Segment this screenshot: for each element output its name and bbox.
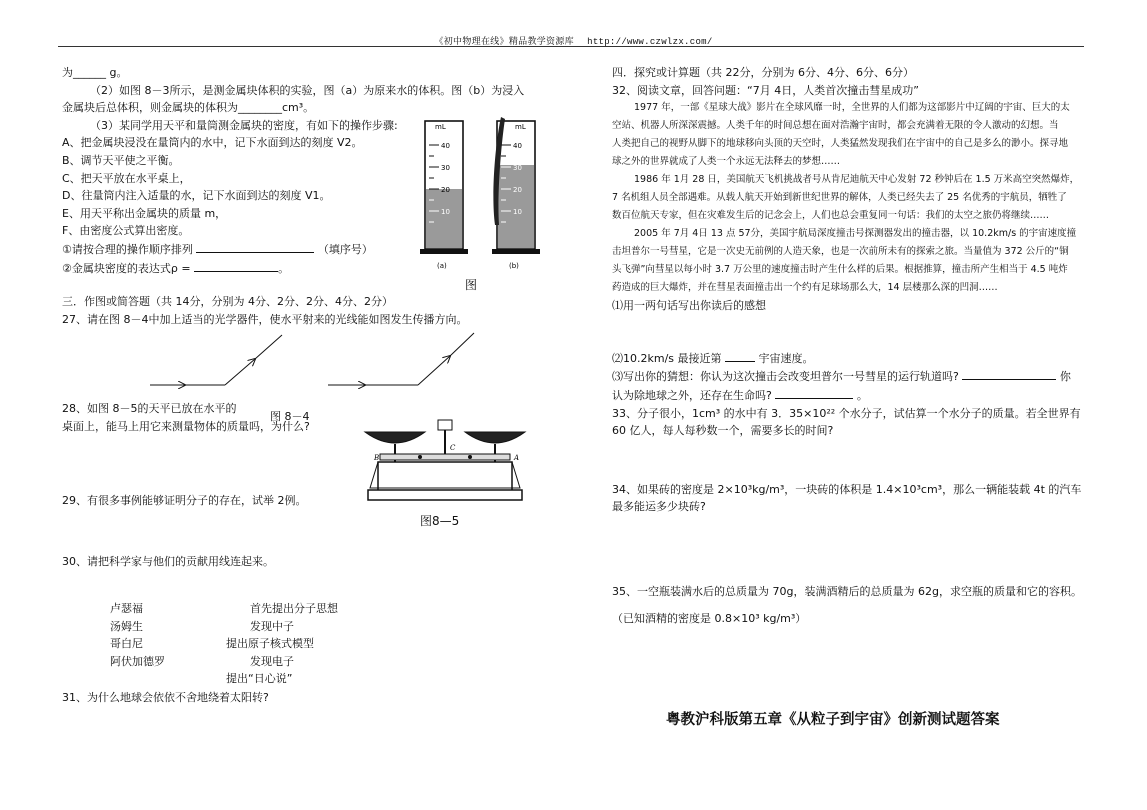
section-4-heading: 四．探究或计算题（共 22分，分别为 6分、4分、6分、6分）	[612, 66, 914, 79]
step-d: D、往量筒内注入适量的水，记下水面到达的刻度 V1。	[62, 189, 331, 203]
q32-3a-text: ⑶写出你的猜想：你认为这次撞击会改变坦普尔一号彗星的运行轨道吗?	[612, 370, 959, 384]
q26-part2b: 金属块后总体积，则金属块的体积为________cm³。	[62, 101, 315, 115]
q32-3b-text: 认为除地球之外，还存在生命吗?	[612, 388, 772, 402]
cyl-b-tick: 20	[513, 186, 522, 194]
scientist-list	[110, 600, 165, 670]
density-answer-blank[interactable]	[194, 259, 278, 272]
article-line: 1977 年，一部《星球大战》影片在全球风靡一时，全世界的人们都为这部影片中辽阔的宇宙、巨大的太	[634, 102, 1070, 114]
cyl-b-tick: 10	[513, 208, 522, 216]
exit-ray-left-tail	[255, 335, 282, 359]
right-column	[612, 64, 1090, 440]
header-divider	[58, 46, 1084, 47]
article-line: 7 名机组人员全部遇难。从载人航天开始到新世纪世界的解体，人类已经失去了 25 名优秀的宇航员，牺牲了	[612, 192, 1067, 204]
cyl-a-unit: mL	[435, 123, 446, 131]
order-answer-blank[interactable]	[196, 240, 314, 253]
light-ray-figure	[150, 325, 500, 395]
article-line: 人类把自己的视野从脚下的地球移向头顶的天空时，人类猛然发现我们在宇宙中的自己是多么的渺小。探寻地	[612, 138, 1069, 150]
q26-part2: （2）如图 8－3所示，是测金属块体积的实验，图（a）为原来水的体积。图（b）为浸入	[90, 83, 525, 97]
cyl-b-label: (b)	[509, 262, 519, 270]
q28b: 桌面上，能马上用它来测量物体的质量吗，为什么?	[62, 419, 310, 433]
step-b: B、调节天平使之平衡。	[62, 153, 180, 167]
q31: 31、为什么地球会依依不舍地绕着太阳转?	[62, 691, 269, 704]
exit-ray-right-tail	[450, 333, 474, 356]
q26-part3: （3）某同学用天平和量筒测金属块的密度，有如下的操作步骤:	[90, 118, 398, 132]
step-e: E、用天平称出金属块的质量 m，	[62, 206, 227, 220]
article-line: 药造成的巨大爆炸，并在彗星表面撞击出一个约有足球场那么大，14 层楼那么深的凹洞……	[612, 282, 998, 294]
q32-2	[612, 349, 1090, 368]
q25-end: 为______ g。	[62, 66, 128, 79]
section-3-heading: 三．作图或简答题（共 14分，分别为 4分、2分、2分、4分、2分）	[62, 295, 393, 309]
contribution-item: 提出原子核式模型	[226, 637, 314, 651]
q35-note: （已知酒精的密度是 0.8×10³ kg/m³）	[612, 612, 807, 625]
exit-ray-right	[418, 356, 450, 385]
answer-key-title: 粤教沪科版第五章《从粒子到宇宙》创新测试题答案	[666, 711, 1000, 728]
q32-2-text: ⑵10.2km/s 最接近第	[612, 351, 722, 365]
contribution-item: 发现中子	[250, 619, 294, 633]
fig84-caption: 图 8－4	[270, 410, 310, 423]
article-line: 头飞弹”向彗星以每小时 3.7 万公里的速度撞击时产生什么样的后果。根据推算，撞击所产生相当于 4.5 吨炸	[612, 264, 1068, 276]
step-c: C、把天平放在水平桌上，	[62, 171, 191, 185]
q34a: 34、如果砖的密度是 2×10³kg/m³，一块砖的体积是 1.4×10³cm³，那么一辆能装载 4t 的汽车	[612, 483, 1082, 496]
cyl-a-tick: 10	[441, 208, 450, 216]
svg-text:B: B	[374, 454, 380, 462]
article-line: 球之外的世界就成了人类一个永远无法释去的梦想……	[612, 156, 841, 168]
q34b: 最多能运多少块砖?	[612, 500, 706, 513]
q32-3a	[612, 367, 1090, 386]
cosmic-speed-blank[interactable]	[725, 349, 755, 362]
contribution-item: 发现电子	[250, 654, 294, 668]
q32-2-tail: 宇宙速度。	[758, 351, 814, 365]
order-question-tail: （填序号）	[317, 242, 373, 256]
fig83-caption: 图	[465, 278, 478, 292]
density-question: ②金属块密度的表达式ρ = 。	[62, 259, 552, 278]
header-url[interactable]: http://www.czwlzx.com/	[587, 37, 713, 47]
step-a: A、把金属块浸没在量筒内的水中，记下水面到达的刻度 V2。	[62, 136, 363, 150]
header-site: 《初中物理在线》精品教学资源库	[434, 37, 574, 47]
q32-3a-tail: 你	[1059, 370, 1071, 384]
article-line: 数百位航天专家，但在灾难发生后的记念会上，人们也总会重复同一句话：我们的太空之旅仍将继续……	[612, 210, 1050, 222]
scientist-item: 哥白尼	[110, 637, 143, 651]
cyl-a-tick: 40	[441, 142, 450, 150]
density-question-text: ②金属块密度的表达式ρ =	[62, 261, 191, 275]
article-line: 2005 年 7月 4日 13 点 57分，美国宇航局深度撞击号探测器发出的撞击器，以 10.2km/s 的宇宙速度撞	[634, 228, 1077, 240]
q32: 32、阅读文章，回答问题：“7月 4日，人类首次撞击彗星成功”	[612, 83, 919, 97]
scientist-item: 阿伏加德罗	[110, 654, 165, 668]
article-line: 空站、机器人所深深震撼。人类千年的时间总想在面对浩瀚宇宙时，都会充满着无限的令人激动的幻想。当	[612, 120, 1059, 132]
step-f: F、由密度公式算出密度。	[62, 224, 190, 238]
contribution-list	[226, 600, 366, 688]
q32-3b	[612, 386, 1090, 405]
article-line: 1986 年 1月 28 日，美国航天飞机挑战者号从肯尼迪航天中心发射 72 秒钟后在 1.5 万米高空突然爆炸，	[634, 174, 1080, 186]
q33b: 60 亿人，每人每秒数一个，需要多长的时间?	[612, 424, 834, 438]
orbit-guess-blank[interactable]	[962, 367, 1056, 380]
q32-1: ⑴用一两句话写出你读后的感想	[612, 299, 766, 313]
cyl-a-tick: 30	[441, 164, 450, 172]
svg-text:C: C	[450, 444, 456, 452]
q30: 30、请把科学家与他们的贡献用线连起来。	[62, 555, 274, 569]
q27: 27、请在图 8－4中加上适当的光学器件，使水平射来的光线能如图发生传播方向。	[62, 312, 468, 326]
q32-3b-tail: 。	[856, 388, 868, 402]
balance-figure	[360, 418, 530, 513]
contribution-item: 首先提出分子思想	[250, 602, 338, 615]
article-line: 击坦普尔一号彗星，它是一次史无前例的人造天象，也是一次前所未有的探索之旅。当量值为 372 公斤的“铜	[612, 246, 1069, 258]
order-question-text: ①请按合理的操作顺序排列	[62, 242, 193, 256]
q29: 29、有很多事例能够证明分子的存在，试举 2例。	[62, 493, 307, 507]
q35: 35、一空瓶装满水后的总质量为 70g，装满酒精后的总质量为 62g，求空瓶的质量和它的容积。	[612, 585, 1082, 598]
cyl-b-tick: 30	[513, 164, 522, 172]
cylinder-figure	[415, 115, 555, 275]
life-guess-blank[interactable]	[775, 386, 853, 399]
cyl-a-label: (a)	[437, 262, 447, 270]
exit-ray-left	[225, 359, 255, 385]
scientist-item: 卢瑟福	[110, 602, 143, 615]
cyl-a-tick: 20	[441, 186, 450, 194]
q33a: 33、分子很小，1cm³ 的水中有 3．35×10²² 个水分子，试估算一个水分子的质量。若全世界有	[612, 406, 1081, 420]
fig85-caption: 图8—5	[420, 514, 460, 528]
q28a: 28、如图 8－5的天平已放在水平的	[62, 402, 237, 416]
contribution-item: 提出“日心说”	[226, 672, 293, 686]
svg-text:A: A	[514, 454, 520, 462]
cyl-b-unit: mL	[515, 123, 526, 131]
cyl-b-tick: 40	[513, 142, 522, 150]
scientist-item: 汤姆生	[110, 619, 143, 633]
